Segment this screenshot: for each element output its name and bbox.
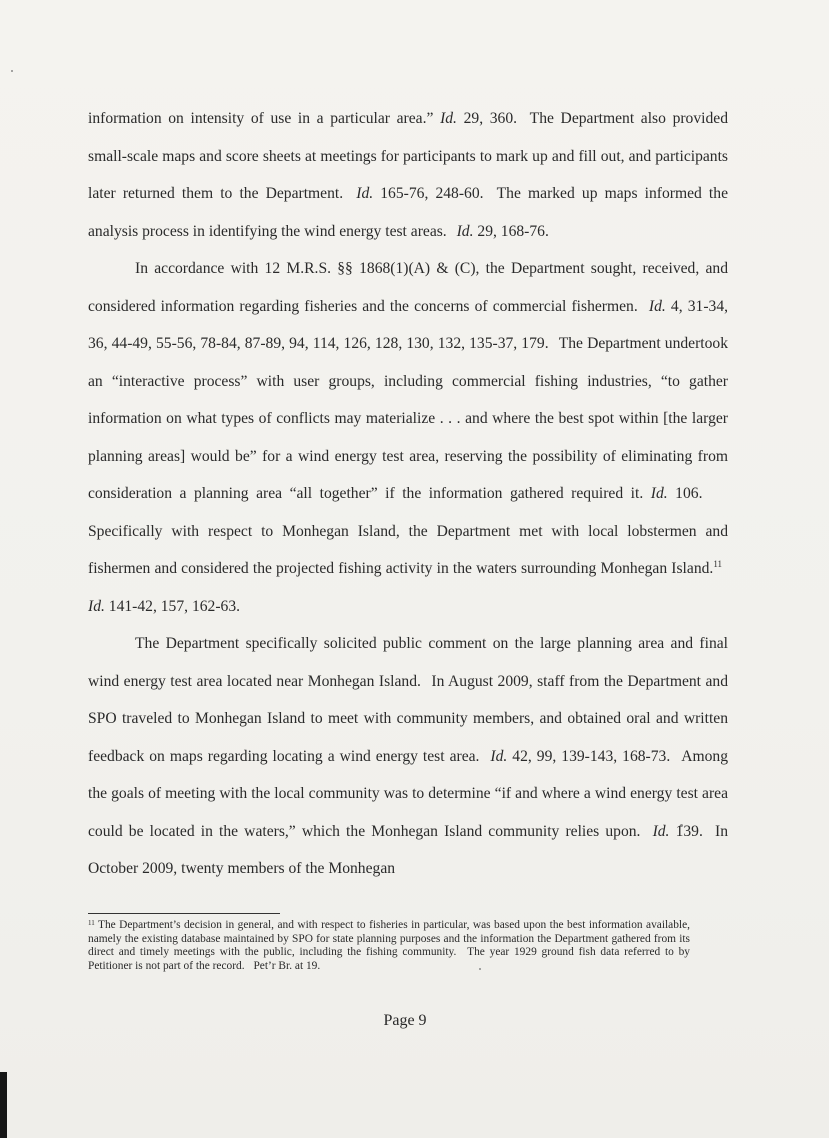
text-run: 29, 168-76. <box>473 222 549 240</box>
citation-id: Id. <box>652 822 670 840</box>
text-run: met with local lobstermen and fishermen and considered the projected fishing activity in the <box>88 522 728 577</box>
text-run: 29, 360. <box>456 110 524 127</box>
page-number: Page 9 <box>383 1012 427 1029</box>
text-run: 106. <box>667 485 711 502</box>
text-run: 165-76, 248-60. <box>373 185 491 202</box>
footnote-11 <box>88 919 690 973</box>
paragraph <box>88 100 728 250</box>
text-run: small-scale maps and score sheets at meetings for participants to mark up and fill out, and <box>88 147 652 165</box>
text-run: best spot within [the larger planning areas] would be” for a wind energy test area, reserving the <box>88 410 728 465</box>
citation-id: Id. <box>88 597 105 615</box>
text-line <box>88 110 728 127</box>
paragraph <box>88 625 728 888</box>
text-run: gathered required it. <box>509 485 651 502</box>
citation-id: Id. <box>356 185 374 202</box>
text-run: Island community relies upon. <box>444 822 647 840</box>
text-run: 42, <box>507 747 532 765</box>
text-run: Department undertook an “interactive process” with user groups, including commercial fishing <box>88 335 729 390</box>
citation-id: Id. <box>490 747 508 765</box>
text-run: final wind energy test area located near Monhegan Island. <box>88 635 728 690</box>
text-run: The marked up maps <box>496 185 638 202</box>
text-run: The year 1929 ground fish data referred to by Petitioner is not part of the record. <box>88 946 690 972</box>
text-run: Among the goals of meeting with the local community was to determine <box>88 747 728 802</box>
paragraph <box>88 250 728 625</box>
text-run: obtained oral and written feedback on maps regarding locating a wind energy test area. <box>88 710 729 765</box>
text-run: 31-34, 36, 44-49, 55-56, 78-84, 87-89, 94, 114, 126, 128, 130, 132, 135-37, 179. <box>88 297 729 352</box>
scan-edge-mark <box>0 1072 7 1138</box>
text-run: informed the analysis process in identifying the wind energy test areas. <box>88 185 728 240</box>
text-run: waters surrounding Monhegan Island. <box>476 560 714 577</box>
footnote-marker: 11 <box>88 919 95 927</box>
text-run: industries, “to gather information on what types of conflicts may materialize . . . and where the <box>88 372 728 427</box>
text-run: 99, 139-143, 168-73. <box>536 747 676 765</box>
text-run: “if and where a wind energy test area could be located in the waters,” which the Monhegan <box>88 785 728 840</box>
text-run: In October 2009, twenty members of the Monhegan <box>88 822 728 877</box>
scan-speck <box>11 70 13 72</box>
text-run: participants later returned them to the Department. <box>88 147 728 202</box>
text-run: In accordance with 12 M.R.S. §§ 1868(1)(A) & (C), the Department sought, received, <box>135 260 700 277</box>
body-text <box>88 100 728 888</box>
text-run: 4, <box>665 297 683 315</box>
footnote-marker: 11 <box>713 559 722 569</box>
text-run: The Department also provided <box>529 110 728 127</box>
text-run: Pet’r Br. at 19. <box>253 959 321 972</box>
citation-id: Id. <box>648 297 666 315</box>
text-line <box>135 635 693 652</box>
text-run: The Department specifically solicited public comment on the large planning area and <box>135 635 694 652</box>
text-run: 141-42, 157, 162-63. <box>104 597 241 615</box>
text-line <box>88 148 651 165</box>
text-run: Department and SPO traveled to Monhegan Island to meet with community members, and <box>88 672 728 727</box>
text-line <box>135 260 699 277</box>
text-run: 139. <box>669 822 709 840</box>
text-run: together” if the information <box>319 485 503 502</box>
citation-id: Id. <box>650 485 668 502</box>
footnote-separator <box>88 913 280 914</box>
text-run: possibility of eliminating from consideration a planning area “all <box>88 447 728 502</box>
citation-id: Id. <box>440 110 457 127</box>
text-run: The Department’s decision in general, and with respect to fisheries in particular, was based upon the best information available, namely the existing database maintained by SPO for state planning purposes and the information the Department gathered from its direct and timely meetings with the public, including the fishing community. <box>88 919 690 959</box>
text-run: information on intensity of use in a particular area.” <box>88 110 441 127</box>
text-run: The <box>558 335 583 352</box>
text-run: Specifically with respect to Monhegan Island, the Department <box>88 522 511 540</box>
citation-id: Id. <box>456 222 474 240</box>
text-run: In August 2009, staff from the <box>431 672 623 690</box>
text-run: and considered information regarding fisheries and the concerns of commercial fishermen. <box>88 260 728 315</box>
